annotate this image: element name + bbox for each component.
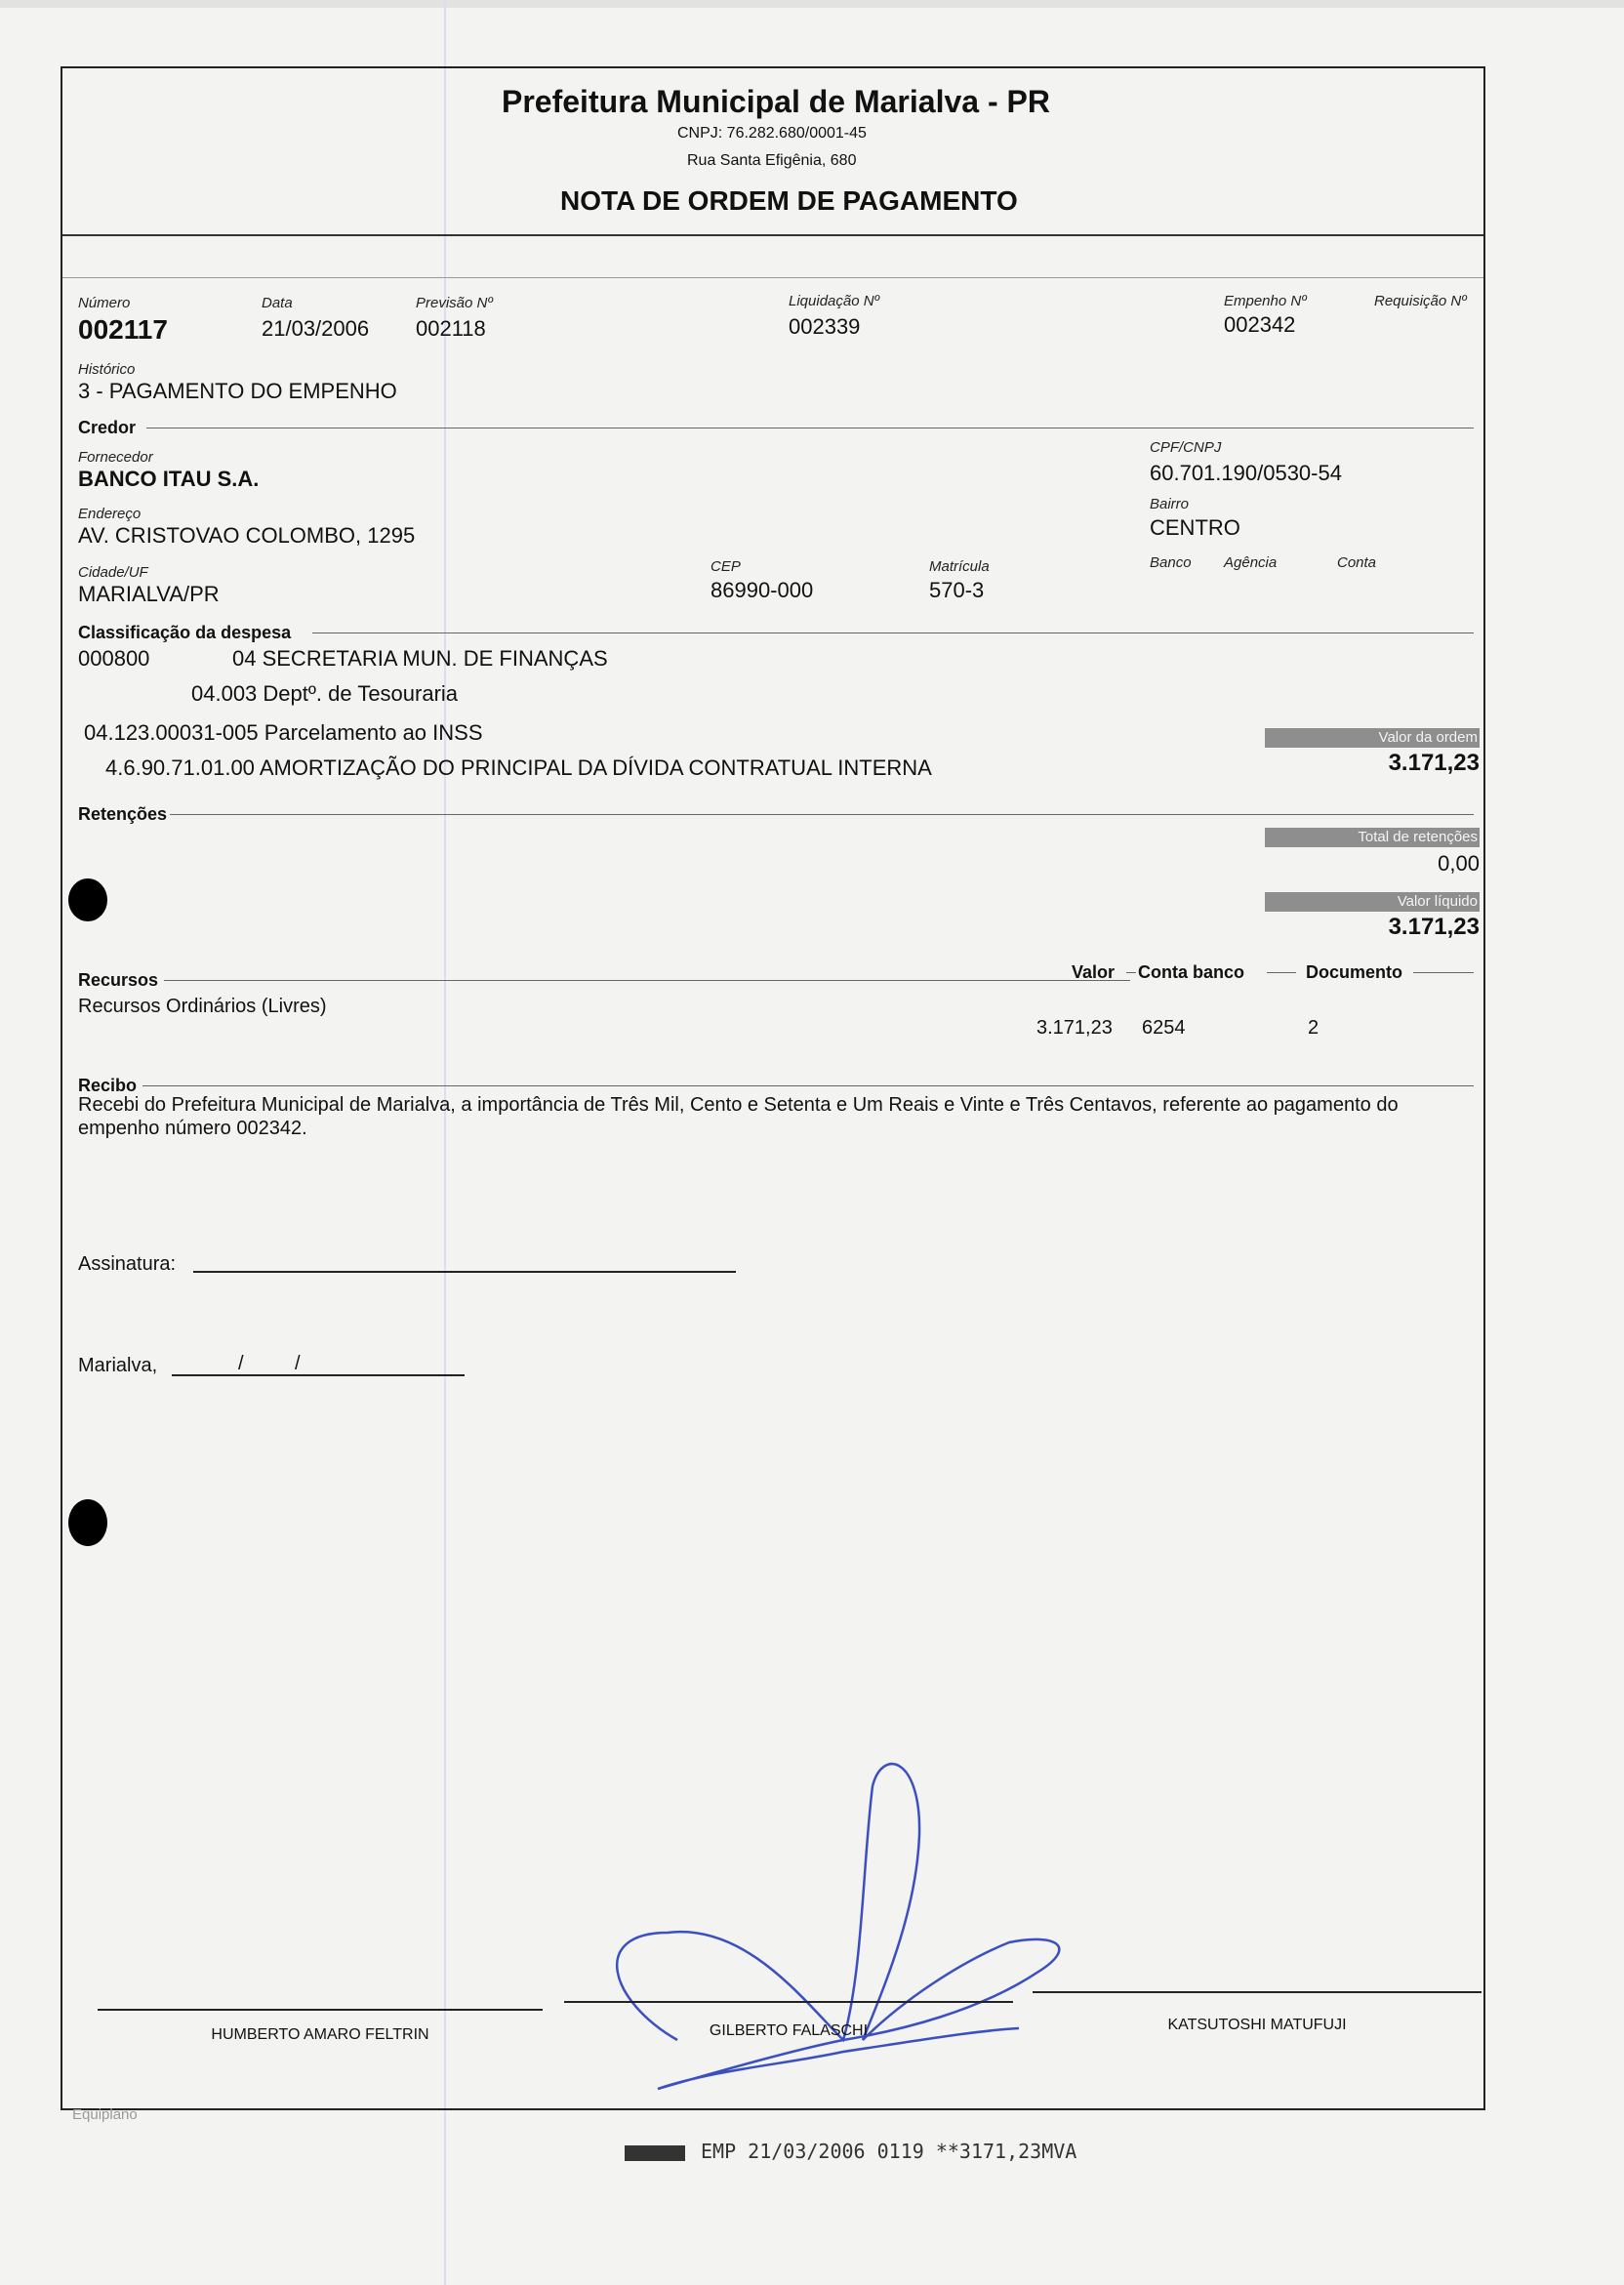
ids-top-divider — [62, 277, 1483, 278]
document-frame — [61, 66, 1485, 2123]
total-retencoes-label: Total de retenções — [1265, 828, 1480, 847]
date-slash-2: / — [295, 1353, 301, 1374]
recibo-text: Recebi do Prefeitura Municipal de Marialva, a importância de Três Mil, Cento e Setenta e Um Reais e Vinte e Três Centavos, referente ao pagamento do empenho número 002342. — [78, 1094, 1399, 1139]
recursos-rule — [164, 980, 1130, 981]
liquidacao-value: 002339 — [789, 314, 861, 339]
classificacao-line4: 4.6.90.71.01.00 AMORTIZAÇÃO DO PRINCIPAL DA DÍVIDA CONTRATUAL INTERNA — [105, 755, 932, 780]
endereco-value: AV. CRISTOVAO COLOMBO, 1295 — [78, 523, 416, 548]
bairro-value: CENTRO — [1150, 515, 1240, 540]
recursos-valor: 3.171,23 — [1036, 1017, 1113, 1039]
previsao-value: 002118 — [416, 316, 486, 341]
page-top-edge — [0, 0, 1624, 8]
recursos-documento-label: Documento — [1306, 962, 1402, 982]
cep-value: 86990-000 — [710, 578, 814, 602]
assinatura-label: Assinatura: — [78, 1253, 177, 1275]
liquidacao-label: Liquidação Nº — [789, 293, 880, 309]
previsao-label: Previsão Nº — [416, 295, 493, 311]
requisicao-label: Requisição Nº — [1374, 293, 1467, 309]
valor-ordem-label: Valor da ordem — [1265, 728, 1480, 748]
classificacao-code: 000800 — [78, 646, 150, 671]
credor-title: Credor — [78, 418, 137, 437]
recibo-rule — [142, 1085, 1474, 1086]
classificacao-line3: 04.123.00031-005 Parcelamento ao INSS — [84, 720, 483, 745]
classificacao-title: Classificação da despesa — [78, 623, 292, 642]
machine-stamp — [625, 2140, 1076, 2163]
header-cnpj: CNPJ: 76.282.680/0001-45 — [677, 125, 867, 142]
header-address: Rua Santa Efigênia, 680 — [687, 152, 857, 169]
cidade-value: MARIALVA/PR — [78, 582, 220, 606]
historico-value: 3 - PAGAMENTO DO EMPENHO — [78, 379, 397, 403]
local-label: Marialva, — [78, 1355, 158, 1376]
date-line — [172, 1374, 465, 1376]
recursos-valor-label: Valor — [1072, 962, 1116, 982]
cpf-value: 60.701.190/0530-54 — [1150, 461, 1342, 485]
valor-ordem-value: 3.171,23 — [1388, 750, 1480, 776]
cpf-label: CPF/CNPJ — [1150, 439, 1222, 456]
header-divider — [62, 234, 1483, 236]
empenho-label: Empenho Nº — [1224, 293, 1307, 309]
signature-line-2 — [564, 2001, 1013, 2003]
numero-value: 002117 — [78, 314, 168, 345]
data-value: 21/03/2006 — [262, 316, 370, 341]
document-title: NOTA DE ORDEM DE PAGAMENTO — [560, 185, 1018, 216]
assinatura-line — [193, 1271, 736, 1273]
matricula-label: Matrícula — [929, 558, 990, 575]
valor-liquido-value: 3.171,23 — [1388, 914, 1480, 940]
signatory-1: HUMBERTO AMARO FELTRIN — [211, 2026, 429, 2043]
header-title: Prefeitura Municipal de Marialva - PR — [502, 84, 1050, 119]
recursos-descricao: Recursos Ordinários (Livres) — [78, 996, 327, 1017]
stamp-mark — [625, 2145, 685, 2161]
empenho-value: 002342 — [1224, 312, 1296, 337]
historico-label: Histórico — [78, 361, 136, 378]
cep-label: CEP — [710, 558, 741, 575]
punch-hole-bottom — [68, 1499, 107, 1546]
data-label: Data — [262, 295, 293, 311]
recursos-title: Recursos — [78, 970, 159, 990]
signature-line-3 — [1033, 1991, 1482, 1993]
recursos-documento: 2 — [1308, 1017, 1320, 1039]
handwritten-signature — [550, 1747, 1097, 2118]
conta-label: Conta — [1337, 554, 1377, 571]
signatory-3: KATSUTOSHI MATUFUJI — [1167, 2017, 1347, 2033]
classificacao-line2: 04.003 Deptº. de Tesouraria — [191, 681, 459, 706]
punch-hole-top — [68, 878, 107, 921]
fornecedor-label: Fornecedor — [78, 449, 153, 466]
recibo-title: Recibo — [78, 1076, 138, 1095]
matricula-value: 570-3 — [929, 578, 985, 602]
signatory-2: GILBERTO FALASCHI — [709, 2022, 869, 2039]
recursos-conta-label: Conta banco — [1138, 962, 1245, 982]
fornecedor-value: BANCO ITAU S.A. — [78, 467, 260, 491]
banco-label: Banco — [1150, 554, 1192, 571]
agencia-label: Agência — [1224, 554, 1278, 571]
classificacao-line1: 04 SECRETARIA MUN. DE FINANÇAS — [232, 646, 608, 671]
classificacao-rule — [312, 632, 1474, 633]
stamp-text: EMP 21/03/2006 0119 **3171,23MVA — [701, 2140, 1077, 2163]
signature-line-1 — [98, 2009, 543, 2011]
footer-brand: Equiplano — [72, 2106, 138, 2123]
bairro-label: Bairro — [1150, 496, 1190, 512]
recursos-conta: 6254 — [1142, 1017, 1186, 1039]
retencoes-title: Retenções — [78, 804, 168, 824]
valor-liquido-label: Valor líquido — [1265, 892, 1480, 912]
date-slash-1: / — [238, 1353, 244, 1374]
total-retencoes-value: 0,00 — [1438, 851, 1480, 876]
retencoes-rule — [170, 814, 1474, 815]
cidade-label: Cidade/UF — [78, 564, 148, 581]
numero-label: Número — [78, 295, 131, 311]
endereco-label: Endereço — [78, 506, 142, 522]
